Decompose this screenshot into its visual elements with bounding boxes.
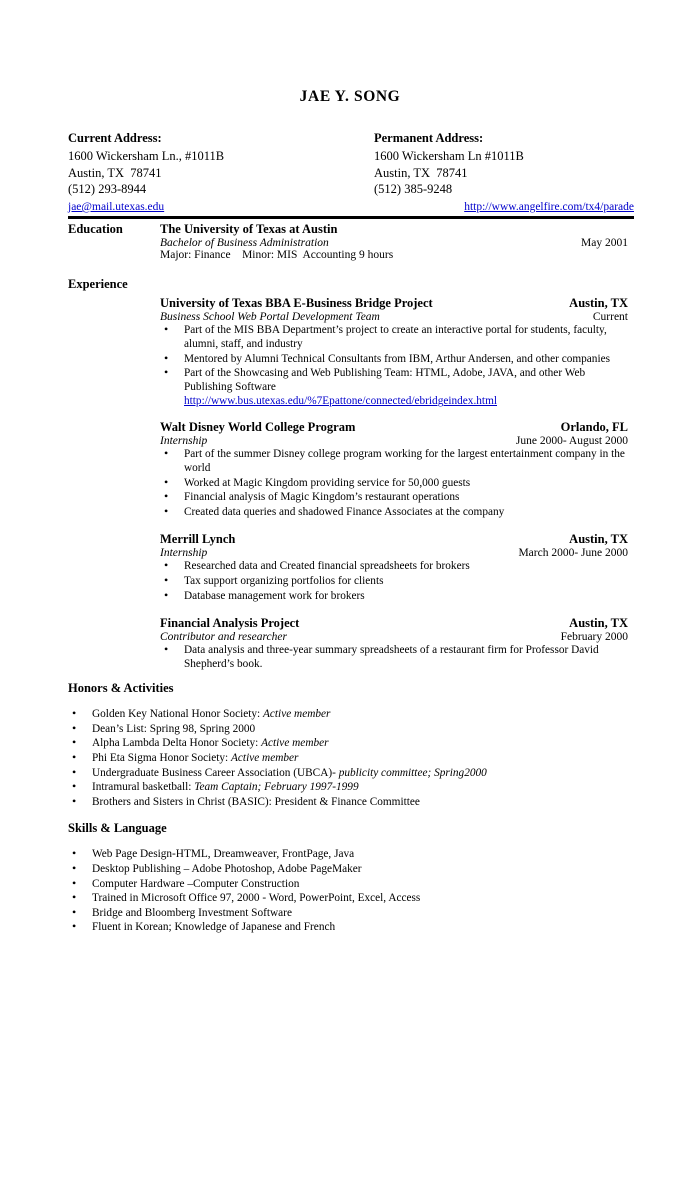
experience-role: Internship (160, 435, 208, 448)
bullet-item: • Researched data and Created financial spreadsheets for brokers (160, 560, 628, 574)
honors-item-emphasis: Active member (261, 737, 329, 750)
experience-date: March 2000- June 2000 (518, 547, 628, 560)
bullet-item: • Mentored by Alumni Technical Consultants from IBM, Arthur Andersen, and other companies (160, 353, 628, 367)
honors-item-emphasis: Active member (231, 752, 299, 765)
experience-entry-header (160, 296, 628, 311)
experience-entry-header (160, 532, 628, 547)
honors-item-emphasis: Active member (263, 708, 331, 721)
honors-item-emphasis: Team Captain; February 1997-1999 (194, 781, 359, 794)
permanent-address-phone: (512) 385-9248 (374, 182, 453, 197)
skills-item: • Desktop Publishing – Adobe Photoshop, Adobe PageMaker (68, 863, 628, 877)
experience-entry-subheader (160, 631, 628, 643)
skills-item: • Trained in Microsoft Office 97, 2000 - Word, PowerPoint, Excel, Access (68, 892, 628, 906)
honors-item (68, 752, 628, 766)
current-address-street: 1600 Wickersham Ln., #1011B (68, 149, 225, 163)
experience-entry-subheader (160, 547, 628, 559)
permanent-address-column (362, 131, 634, 215)
education-degree: Bachelor of Business Administration (160, 237, 329, 250)
bullet-item: • Tax support organizing portfolios for clients (160, 575, 628, 589)
email-link[interactable]: jae@mail.utexas.edu (68, 200, 165, 213)
honors-item-text: Brothers and Sisters in Christ (BASIC): President & Finance Committee (92, 795, 420, 808)
experience-org: Financial Analysis Project (160, 616, 300, 631)
honors-item (68, 737, 628, 751)
bullet-item: • Part of the summer Disney college program working for the largest entertainment company in the world (160, 448, 628, 475)
skills-section (0, 821, 700, 935)
skills-list (68, 848, 628, 935)
honors-item-text: Golden Key National Honor Society: (92, 708, 263, 721)
current-address-column (68, 131, 328, 215)
education-date: May 2001 (581, 237, 628, 250)
experience-project-link[interactable]: http://www.bus.utexas.edu/%7Epattone/connected/ebridgeindex.html (184, 395, 497, 408)
honors-item (68, 723, 628, 737)
honors-item (68, 708, 628, 722)
bullet-item: • Data analysis and three-year summary spreadsheets of a restaurant firm for Professor David Shepherd’s book. (160, 644, 628, 671)
website-link[interactable]: http://www.angelfire.com/tx4/parade (464, 200, 634, 213)
honors-item (68, 767, 628, 781)
experience-org: University of Texas BBA E-Business Bridge Project (160, 296, 433, 311)
header-divider (68, 216, 634, 219)
current-address-heading: Current Address: (68, 131, 162, 145)
experience-date: Current (592, 311, 628, 324)
experience-entry-subheader (160, 435, 628, 447)
experience-location: Austin, TX (569, 296, 628, 311)
experience-entry (160, 420, 628, 519)
experience-org: Merrill Lynch (160, 532, 236, 547)
honors-item-text: Intramural basketball: (92, 781, 195, 794)
bullet-item: • Part of the MIS BBA Department’s project to create an interactive portal for students, faculty, alumni, staff, and industry (160, 324, 628, 351)
experience-location: Orlando, FL (560, 420, 628, 435)
education-details: Major: Finance Minor: MIS Accounting 9 hours (160, 249, 394, 262)
skills-item: • Web Page Design-HTML, Dreamweaver, FrontPage, Java (68, 848, 628, 862)
permanent-address-heading: Permanent Address: (374, 131, 484, 145)
page-title: JAE Y. SONG (299, 88, 401, 105)
education-school: The University of Texas at Austin (160, 222, 338, 237)
honors-item-emphasis: publicity committee; Spring2000 (338, 766, 487, 779)
honors-item (68, 781, 628, 795)
experience-entry-header (160, 420, 628, 435)
honors-item-text: Alpha Lambda Delta Honor Society: (92, 737, 262, 750)
honors-heading: Honors & Activities (68, 681, 174, 696)
permanent-address-street: 1600 Wickersham Ln #1011B (374, 149, 524, 163)
experience-bullets (160, 560, 628, 603)
honors-section (0, 681, 700, 809)
skills-item: • Fluent in Korean; Knowledge of Japanese and French (68, 921, 628, 935)
skills-heading: Skills & Language (68, 821, 167, 836)
honors-list (68, 708, 628, 809)
experience-role: Contributor and researcher (160, 631, 287, 644)
experience-entry (160, 532, 628, 603)
experience-entry (160, 296, 628, 407)
honors-item-text: Dean’s List: Spring 98, Spring 2000 (92, 722, 256, 735)
bullet-item: • Part of the Showcasing and Web Publishing Team: HTML, Adobe, JAVA, and other Web Publishing Software (160, 367, 628, 394)
experience-entries (160, 296, 628, 671)
skills-item: • Computer Hardware –Computer Construction (68, 878, 628, 892)
experience-location: Austin, TX (569, 532, 628, 547)
experience-role: Business School Web Portal Development Team (160, 311, 380, 324)
education-section (0, 222, 700, 261)
experience-bullets (160, 644, 628, 671)
experience-bullets (160, 448, 628, 519)
experience-date: June 2000- August 2000 (515, 435, 628, 448)
skills-item: • Bridge and Bloomberg Investment Software (68, 907, 628, 921)
experience-entry-subheader (160, 311, 628, 323)
education-content (160, 222, 628, 261)
bullet-item: • Database management work for brokers (160, 590, 628, 604)
bullet-item: • Worked at Magic Kingdom providing service for 50,000 guests (160, 477, 628, 491)
address-block (0, 131, 700, 215)
experience-location: Austin, TX (569, 616, 628, 631)
bullet-item: • Financial analysis of Magic Kingdom’s restaurant operations (160, 491, 628, 505)
current-address-phone: (512) 293-8944 (68, 182, 147, 197)
experience-entry-header (160, 616, 628, 631)
resume-page (0, 88, 700, 1188)
experience-heading: Experience (68, 277, 128, 292)
honors-item (68, 796, 628, 810)
education-heading: Education (68, 222, 123, 237)
permanent-address-city: Austin, TX 78741 (374, 165, 468, 180)
experience-entry (160, 616, 628, 671)
honors-item-text: Phi Eta Sigma Honor Society: (92, 752, 232, 765)
experience-role: Internship (160, 547, 208, 560)
experience-bullets (160, 324, 628, 394)
experience-date: February 2000 (560, 631, 628, 644)
bullet-item: • Created data queries and shadowed Finance Associates at the company (160, 506, 628, 520)
honors-item-text: Undergraduate Business Career Association (UBCA)- (92, 766, 339, 779)
current-address-city: Austin, TX 78741 (68, 165, 162, 180)
experience-section (0, 277, 700, 671)
experience-org: Walt Disney World College Program (160, 420, 356, 435)
